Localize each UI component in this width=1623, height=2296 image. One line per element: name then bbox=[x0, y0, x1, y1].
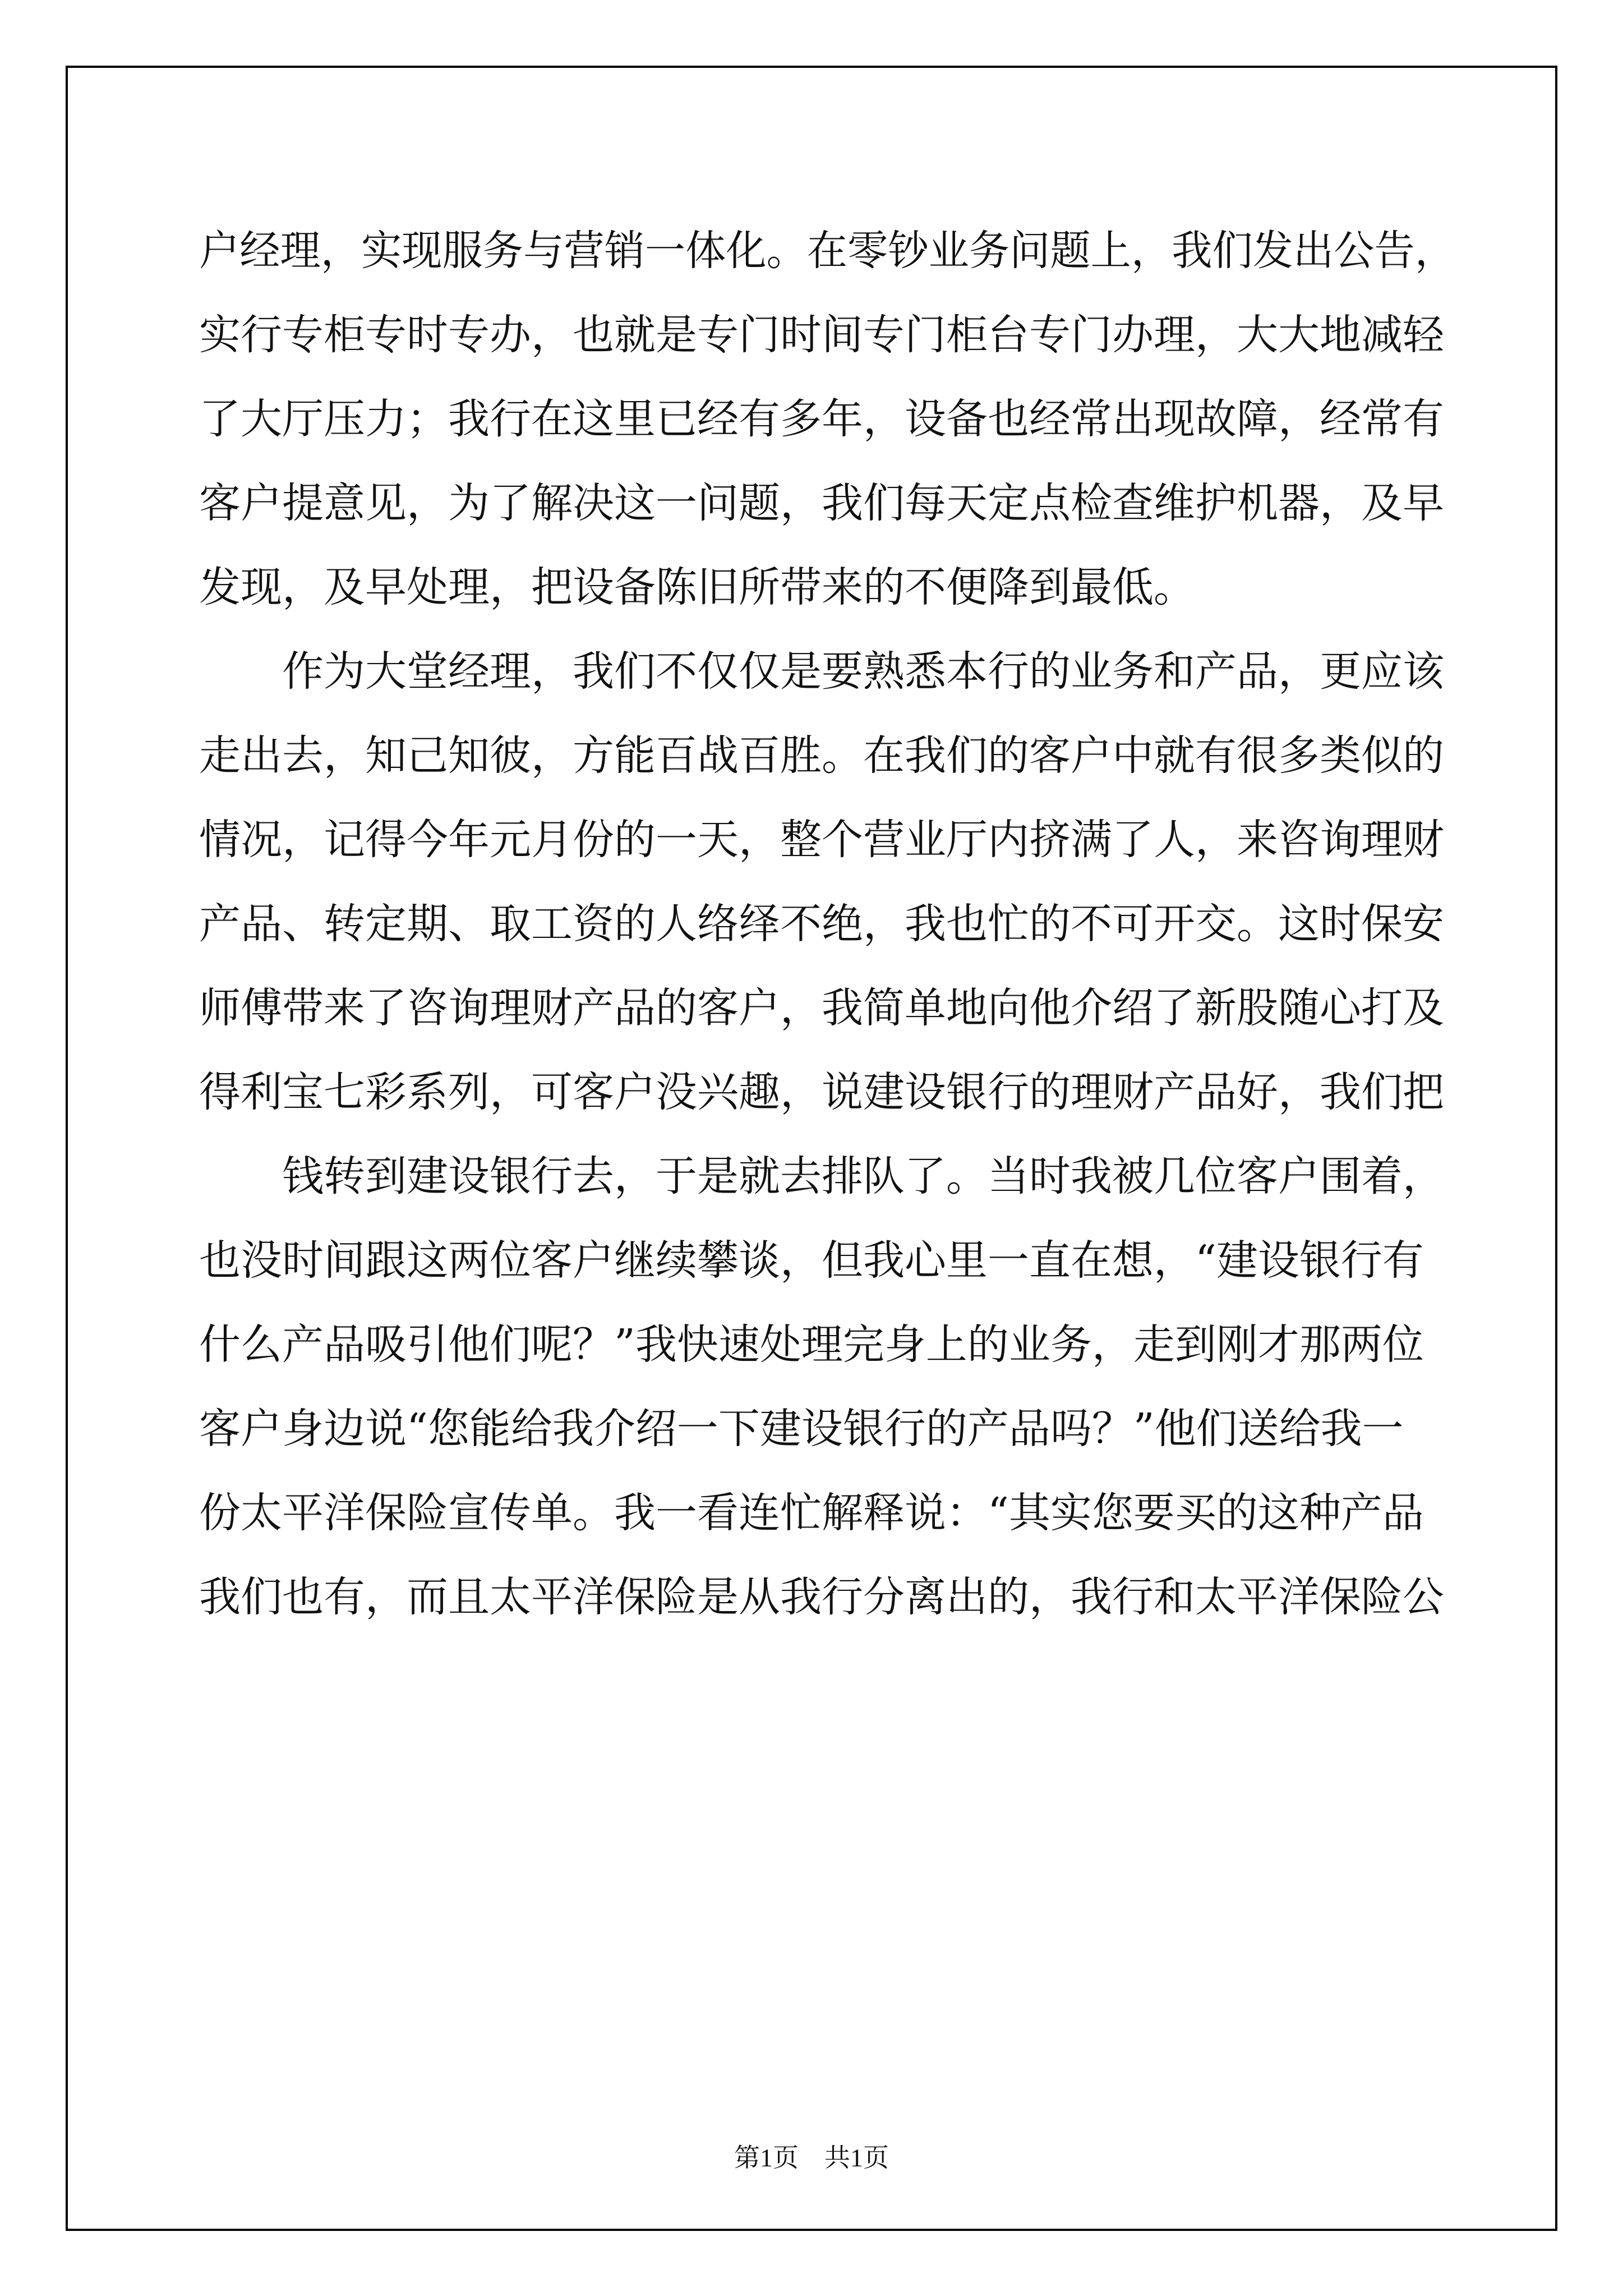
text-line: 也没时间跟这两位客户继续攀谈，但我心里一直在想，“建设银行有 bbox=[199, 1236, 1424, 1285]
text-line: 得利宝七彩系列，可客户没兴趣，说建设银行的理财产品好，我们把 bbox=[199, 1068, 1444, 1116]
page-border bbox=[66, 66, 1557, 2231]
text-line: 产品、转定期、取工资的人络绎不绝，我也忙的不可开交。这时保安 bbox=[199, 900, 1444, 948]
page-footer: 第1页 共1页 bbox=[734, 2143, 889, 2172]
text-line: 发现，及早处理，把设备陈旧所带来的不便降到最低。 bbox=[199, 563, 1195, 611]
text-line: 客户身边说“您能给我介绍一下建设银行的产品吗？”他们送给我一 bbox=[199, 1405, 1404, 1453]
text-line: 钱转到建设银行去，于是就去排队了。当时我被几位客户围着， bbox=[282, 1152, 1444, 1200]
text-line: 情况，记得今年元月份的一天，整个营业厅内挤满了人，来咨询理财 bbox=[199, 816, 1444, 864]
text-line: 客户提意见，为了解决这一问题，我们每天定点检查维护机器，及早 bbox=[199, 479, 1444, 527]
text-line: 了大厅压力；我行在这里已经有多年，设备也经常出现故障，经常有 bbox=[199, 395, 1444, 443]
text-line: 作为大堂经理，我们不仅仅是要熟悉本行的业务和产品，更应该 bbox=[282, 647, 1444, 696]
text-line: 实行专柜专时专办，也就是专门时间专门柜台专门办理，大大地减轻 bbox=[199, 311, 1444, 359]
text-line: 户经理，实现服务与营销一体化。在零钞业务问题上，我们发出公告， bbox=[199, 227, 1455, 275]
text-line: 走出去，知己知彼，方能百战百胜。在我们的客户中就有很多类似的 bbox=[199, 731, 1444, 780]
text-line: 什么产品吸引他们呢？”我快速处理完身上的业务，走到刚才那两位 bbox=[199, 1320, 1424, 1369]
text-line: 份太平洋保险宣传单。我一看连忙解释说：“其实您要买的这种产品 bbox=[199, 1489, 1424, 1537]
text-line: 师傅带来了咨询理财产品的客户，我简单地向他介绍了新股随心打及 bbox=[199, 984, 1444, 1032]
text-line: 我们也有，而且太平洋保险是从我行分离出的，我行和太平洋保险公 bbox=[199, 1573, 1444, 1621]
